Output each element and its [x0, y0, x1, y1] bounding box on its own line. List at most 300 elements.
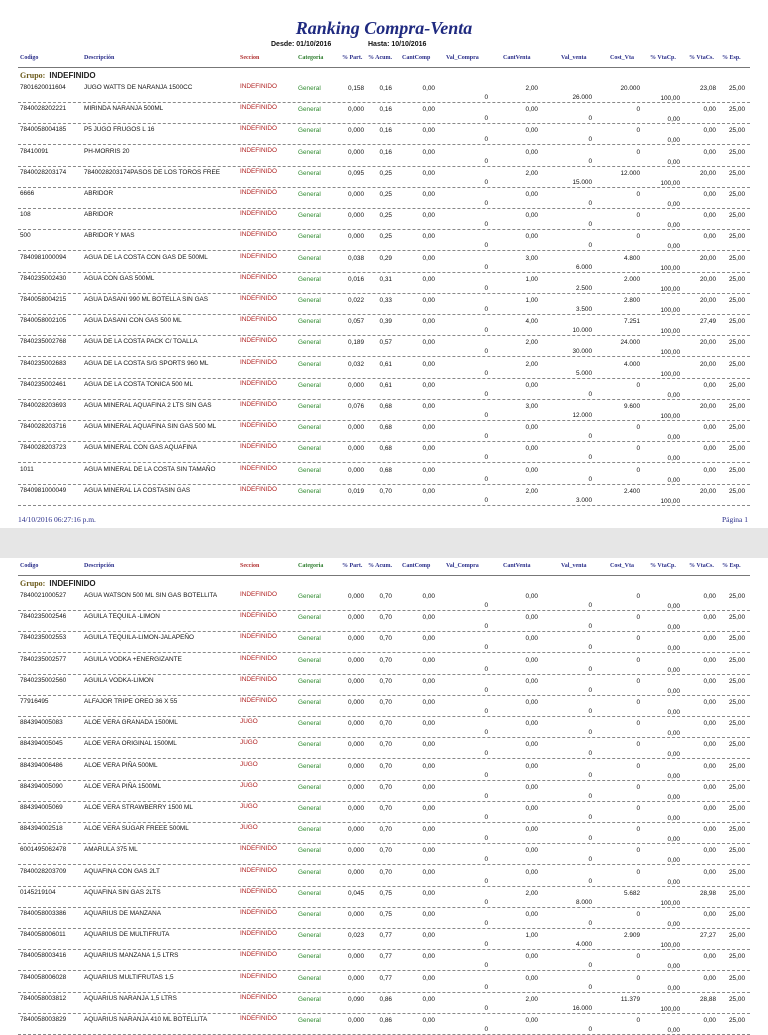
cell-categoria: General	[298, 911, 321, 918]
cell-valventa: 10.000	[572, 327, 592, 335]
cell-vtacs: 0,00	[703, 106, 716, 114]
cell-part: 0,057	[348, 318, 364, 326]
cell-valventa: 0	[588, 686, 592, 694]
cell-part: 0,000	[348, 593, 364, 600]
table-row	[18, 145, 750, 167]
cell-valcompra: 0	[484, 729, 488, 737]
cell-seccion: INDEFINIDO	[240, 485, 277, 493]
cell-descripcion: AGUA CON GAS 500ML	[84, 274, 155, 282]
cell-costvta: 0	[636, 974, 640, 982]
cell-seccion: INDEFINIDO	[240, 358, 277, 366]
cell-codigo: 6666	[20, 190, 35, 197]
cell-cantcomp: 0,00	[422, 677, 435, 685]
cell-valcompra: 0	[484, 920, 488, 927]
cell-vtacp: 0,00	[667, 836, 680, 844]
cell-vtacp: 0,00	[667, 645, 680, 653]
cell-descripcion: AQUARIUS NARANJA 410 ML BOTELLITA	[84, 1016, 208, 1023]
cell-valventa: 3.500	[576, 306, 592, 313]
cell-cantventa: 0,00	[525, 762, 538, 770]
cell-descripcion: PH-MORRIS 20	[84, 147, 130, 155]
cell-acum: 0,16	[379, 127, 392, 135]
cell-acum: 0,70	[379, 805, 392, 812]
cell-vtacp: 100,00	[660, 264, 680, 272]
cell-valventa: 0	[588, 136, 592, 144]
cell-acum: 0,70	[379, 741, 392, 749]
cell-esp: 25,00	[729, 148, 745, 156]
cell-part: 0,000	[348, 868, 364, 876]
cell-vtacp: 0,00	[667, 666, 680, 674]
cell-cantcomp: 0,00	[422, 656, 435, 664]
col-valcompra: Val_Compra	[446, 55, 479, 61]
cell-descripcion: AGUA DE LA COSTA TONICA 500 ML	[84, 380, 194, 388]
cell-descripcion: JUGO WATTS DE NARANJA 1500CC	[84, 84, 193, 91]
cell-part: 0,000	[348, 148, 364, 156]
cell-valventa: 16.000	[572, 1004, 592, 1012]
cell-valcompra: 0	[484, 242, 488, 250]
cell-cantventa: 0,00	[525, 593, 538, 600]
cell-part: 0,000	[348, 445, 364, 453]
cell-seccion: INDEFINIDO	[240, 697, 277, 704]
cell-valventa: 0	[588, 792, 592, 800]
cell-esp: 25,00	[729, 635, 745, 643]
cell-part: 0,000	[348, 106, 364, 114]
cell-descripcion: AGUA WATSON 500 ML SIN GAS BOTELLITA	[84, 592, 218, 599]
cell-part: 0,000	[348, 191, 364, 198]
col-categoria: Categoria	[298, 563, 324, 569]
cell-vtacs: 0,00	[703, 593, 716, 600]
cell-valcompra: 0	[484, 454, 488, 462]
cell-acum: 0,57	[379, 339, 392, 347]
cell-codigo: 7840028203693	[20, 402, 67, 409]
cell-vtacp: 100,00	[660, 349, 680, 357]
cell-categoria: General	[298, 932, 321, 940]
cell-cantcomp: 0,00	[422, 233, 435, 241]
cell-costvta: 0	[636, 424, 640, 432]
col-codigo: Codigo	[20, 563, 39, 569]
cell-acum: 0,68	[379, 424, 392, 432]
cell-cantcomp: 0,00	[422, 381, 435, 389]
cell-acum: 0,86	[379, 995, 392, 1003]
cell-valventa: 0	[588, 665, 592, 673]
cell-valventa: 6.000	[576, 263, 592, 271]
cell-codigo: 7840235002546	[20, 613, 67, 621]
cell-codigo: 7840028203709	[20, 867, 67, 875]
cell-esp: 25,00	[729, 445, 745, 453]
cell-cantcomp: 0,00	[422, 445, 435, 453]
cell-valcompra: 0	[484, 496, 488, 504]
cell-costvta: 9.600	[624, 403, 640, 410]
col-costvta: Cost_Vta	[610, 55, 634, 61]
cell-esp: 25,00	[729, 1017, 745, 1024]
cell-costvta: 0	[636, 212, 640, 220]
cell-part: 0,016	[348, 275, 364, 283]
report-page-2	[0, 558, 768, 1034]
cell-acum: 0,25	[379, 233, 392, 241]
cell-cantventa: 0,00	[525, 974, 538, 982]
cell-costvta: 7.251	[624, 318, 640, 326]
cell-part: 0,000	[348, 424, 364, 432]
cell-cantventa: 0,00	[525, 1017, 538, 1024]
cell-vtacp: 100,00	[660, 370, 680, 378]
cell-costvta: 0	[636, 148, 640, 156]
cell-part: 0,000	[348, 233, 364, 241]
cell-cantventa: 2,00	[525, 889, 538, 897]
cell-cantcomp: 0,00	[422, 297, 435, 304]
cell-categoria: General	[298, 826, 321, 834]
cell-cantventa: 0,00	[525, 911, 538, 918]
cell-seccion: INDEFINIDO	[240, 887, 277, 895]
table-row	[18, 420, 750, 442]
cell-codigo: 884394005069	[20, 804, 63, 811]
cell-codigo: 1011	[20, 465, 34, 473]
table-row	[18, 971, 750, 993]
cell-descripcion: AGUA DASANI CON GAS 500 ML	[84, 317, 182, 325]
cell-esp: 25,00	[729, 191, 745, 198]
cell-descripcion: AGUILA VODKA-LIMON	[84, 676, 154, 684]
cell-costvta: 0	[636, 720, 640, 728]
cell-esp: 25,00	[729, 889, 745, 897]
cell-esp: 25,00	[729, 953, 745, 961]
cell-cantcomp: 0,00	[422, 466, 435, 474]
cell-codigo: 7840235002577	[20, 655, 67, 663]
cell-codigo: 7840058003416	[20, 952, 67, 960]
cell-vtacs: 0,00	[703, 783, 716, 791]
cell-costvta: 0	[636, 911, 640, 918]
cell-costvta: 0	[636, 762, 640, 770]
table-row	[18, 463, 750, 485]
table-row	[18, 610, 750, 632]
cell-seccion: INDEFINIDO	[240, 189, 277, 196]
table-row	[18, 123, 750, 145]
cell-esp: 25,00	[729, 995, 745, 1003]
cell-vtacp: 0,00	[667, 1027, 680, 1034]
cell-acum: 0,68	[379, 445, 392, 453]
cell-part: 0,000	[348, 677, 364, 685]
cell-cantventa: 0,00	[525, 466, 538, 474]
cell-seccion: INDEFINIDO	[240, 993, 277, 1001]
cell-descripcion: AGUILA TEQUILA-LIMON-JALAPEÑO	[84, 634, 194, 642]
table-row	[18, 229, 750, 251]
cell-acum: 0,70	[379, 487, 392, 495]
cell-part: 0,000	[348, 805, 364, 812]
cell-costvta: 0	[636, 699, 640, 706]
cell-cantventa: 0,00	[525, 783, 538, 791]
header-divider	[18, 67, 750, 68]
footer-timestamp: 14/10/2016 06:27:16 p.m.	[18, 515, 96, 524]
col-vtacp: % VtaCp.	[650, 55, 676, 61]
cell-acum: 0,70	[379, 847, 392, 855]
cell-categoria: General	[298, 699, 321, 706]
cell-costvta: 0	[636, 677, 640, 685]
group-label: Grupo:	[20, 579, 46, 588]
cell-part: 0,000	[348, 720, 364, 728]
cell-acum: 0,70	[379, 868, 392, 876]
group-heading	[20, 579, 96, 588]
table-row	[18, 716, 750, 738]
cell-cantcomp: 0,00	[422, 762, 435, 770]
cell-cantcomp: 0,00	[422, 635, 435, 643]
cell-categoria: General	[298, 593, 321, 600]
cell-descripcion: ABRIDOR Y MAS	[84, 232, 135, 240]
cell-part: 0,000	[348, 656, 364, 664]
cell-seccion: INDEFINIDO	[240, 909, 277, 916]
table-row	[18, 314, 750, 336]
cell-esp: 25,00	[729, 169, 745, 177]
cell-valcompra: 0	[484, 962, 488, 970]
cell-vtacp: 0,00	[667, 815, 680, 822]
cell-esp: 25,00	[729, 974, 745, 982]
cell-codigo: 7840058002105	[20, 317, 67, 325]
cell-acum: 0,61	[379, 381, 392, 389]
cell-vtacp: 0,00	[667, 793, 680, 801]
cell-cantventa: 0,00	[525, 212, 538, 220]
cell-seccion: JUGO	[240, 739, 258, 747]
cell-esp: 25,00	[729, 106, 745, 114]
cell-categoria: General	[298, 466, 321, 474]
cell-seccion: JUGO	[240, 781, 258, 789]
cell-valcompra: 0	[484, 390, 488, 398]
cell-cantventa: 4,00	[525, 318, 538, 326]
cell-seccion: INDEFINIDO	[240, 167, 277, 175]
cell-descripcion: AGUILA TEQUILA -LIMON	[84, 613, 160, 621]
cell-esp: 25,00	[729, 233, 745, 241]
cell-vtacp: 0,00	[667, 243, 680, 251]
cell-vtacp: 0,00	[667, 963, 680, 971]
cell-costvta: 2.000	[624, 275, 640, 283]
cell-categoria: General	[298, 360, 321, 368]
col-acum: % Acum.	[368, 563, 392, 569]
cell-acum: 0,16	[379, 106, 392, 114]
cell-categoria: General	[298, 889, 321, 897]
table-row	[18, 843, 750, 865]
table-row	[18, 949, 750, 971]
cell-costvta: 0	[636, 593, 640, 600]
col-valventa: Val_venta	[561, 563, 587, 569]
cell-part: 0,000	[348, 974, 364, 982]
cell-codigo: 108	[20, 211, 31, 219]
cell-esp: 25,00	[729, 826, 745, 834]
cell-cantcomp: 0,00	[422, 699, 435, 706]
cell-cantcomp: 0,00	[422, 847, 435, 855]
cell-vtacp: 0,00	[667, 921, 680, 928]
cell-vtacs: 0,00	[703, 974, 716, 982]
cell-cantventa: 0,00	[525, 635, 538, 643]
cell-descripcion: AQUAFINA CON GAS 2LT	[84, 867, 160, 875]
cell-descripcion: AMARULA 375 ML	[84, 846, 138, 854]
cell-costvta: 0	[636, 381, 640, 389]
cell-cantcomp: 0,00	[422, 360, 435, 368]
table-row	[18, 251, 750, 273]
cell-vtacp: 0,00	[667, 857, 680, 865]
cell-categoria: General	[298, 614, 321, 622]
cell-seccion: INDEFINIDO	[240, 654, 277, 662]
cell-seccion: INDEFINIDO	[240, 146, 277, 154]
cell-vtacs: 27,49	[700, 318, 716, 326]
col-part: % Part.	[342, 563, 363, 569]
cell-categoria: General	[298, 403, 321, 410]
col-valventa: Val_venta	[561, 55, 587, 61]
cell-costvta: 2.400	[624, 487, 640, 495]
cell-esp: 25,00	[729, 911, 745, 918]
cell-esp: 25,00	[729, 762, 745, 770]
cell-cantcomp: 0,00	[422, 339, 435, 347]
cell-vtacs: 28,88	[700, 995, 716, 1003]
cell-costvta: 0	[636, 656, 640, 664]
cell-cantcomp: 0,00	[422, 487, 435, 495]
cell-cantcomp: 0,00	[422, 805, 435, 812]
cell-acum: 0,70	[379, 656, 392, 664]
cell-cantventa: 0,00	[525, 424, 538, 432]
cell-vtacs: 0,00	[703, 677, 716, 685]
cell-cantventa: 3,00	[525, 254, 538, 262]
cell-codigo: 6001495062478	[20, 846, 67, 854]
cell-categoria: General	[298, 677, 321, 685]
cell-seccion: INDEFINIDO	[240, 951, 277, 959]
cell-vtacs: 0,00	[703, 847, 716, 855]
header-divider	[18, 575, 750, 576]
col-categoria: Categoria	[298, 55, 324, 61]
cell-part: 0,000	[348, 1017, 364, 1024]
cell-cantcomp: 0,00	[422, 783, 435, 791]
cell-part: 0,038	[348, 254, 364, 262]
cell-cantcomp: 0,00	[422, 191, 435, 198]
cell-codigo: 884394005090	[20, 782, 63, 790]
col-esp: % Esp.	[722, 55, 741, 61]
cell-vtacp: 0,00	[667, 772, 680, 780]
cell-part: 0,000	[348, 783, 364, 791]
cell-cantcomp: 0,00	[422, 85, 435, 92]
cell-cantventa: 2,00	[525, 995, 538, 1003]
cell-part: 0,000	[348, 847, 364, 855]
cell-costvta: 0	[636, 805, 640, 812]
cell-seccion: INDEFINIDO	[240, 401, 277, 408]
cell-cantcomp: 0,00	[422, 318, 435, 326]
cell-acum: 0,70	[379, 762, 392, 770]
cell-vtacs: 20,00	[700, 360, 716, 368]
cell-acum: 0,70	[379, 635, 392, 643]
cell-part: 0,000	[348, 741, 364, 749]
cell-part: 0,000	[348, 614, 364, 622]
cell-codigo: 7840235002768	[20, 338, 67, 346]
cell-valventa: 0	[588, 221, 592, 229]
cell-part: 0,189	[348, 339, 364, 347]
cell-cantcomp: 0,00	[422, 212, 435, 220]
cell-valventa: 8.000	[576, 898, 592, 906]
cell-part: 0,000	[348, 953, 364, 961]
cell-valcompra: 0	[484, 983, 488, 991]
col-seccion: Seccion	[240, 55, 260, 61]
table-row	[18, 907, 750, 929]
cell-categoria: General	[298, 656, 321, 664]
cell-valventa: 4.000	[576, 941, 592, 949]
table-row	[18, 695, 750, 717]
cell-codigo: 7840028202221	[20, 105, 67, 113]
cell-vtacs: 0,00	[703, 424, 716, 432]
cell-vtacp: 100,00	[660, 95, 680, 102]
cell-esp: 25,00	[729, 85, 745, 92]
cell-valventa: 0	[588, 1026, 592, 1033]
cell-cantcomp: 0,00	[422, 868, 435, 876]
cell-esp: 25,00	[729, 318, 745, 326]
cell-esp: 25,00	[729, 487, 745, 495]
cell-codigo: 7840058003829	[20, 1016, 67, 1023]
cell-acum: 0,70	[379, 783, 392, 791]
cell-valventa: 15.000	[572, 178, 592, 186]
cell-part: 0,095	[348, 169, 364, 177]
cell-costvta: 0	[636, 826, 640, 834]
table-row	[18, 166, 750, 188]
cell-acum: 0,70	[379, 699, 392, 706]
cell-vtacp: 100,00	[660, 328, 680, 336]
table-row	[18, 335, 750, 357]
cell-cantcomp: 0,00	[422, 720, 435, 728]
cell-seccion: INDEFINIDO	[240, 125, 277, 133]
cell-cantcomp: 0,00	[422, 169, 435, 177]
cell-categoria: General	[298, 995, 321, 1003]
cell-seccion: INDEFINIDO	[240, 675, 277, 683]
cell-descripcion: AGUA MINERAL DE LA COSTA SIN TAMAÑO	[84, 465, 216, 473]
cell-cantventa: 0,00	[525, 191, 538, 198]
cell-cantventa: 0,00	[525, 805, 538, 812]
col-vtacs: % VtaCs.	[689, 563, 714, 569]
cell-seccion: INDEFINIDO	[240, 422, 277, 430]
cell-seccion: INDEFINIDO	[240, 379, 277, 387]
cell-costvta: 11.379	[620, 995, 640, 1003]
cell-cantcomp: 0,00	[422, 254, 435, 262]
cell-categoria: General	[298, 148, 321, 156]
column-header	[0, 55, 768, 65]
cell-descripcion: AGUA DASANI 990 ML BOTELLA SIN GAS	[84, 296, 209, 303]
cell-cantcomp: 0,00	[422, 403, 435, 410]
cell-costvta: 0	[636, 466, 640, 474]
date-to: Hasta: 10/10/2016	[368, 41, 427, 48]
cell-valcompra: 0	[484, 686, 488, 694]
cell-vtacs: 0,00	[703, 381, 716, 389]
cell-seccion: INDEFINIDO	[240, 83, 277, 90]
cell-codigo: 7840021000527	[20, 592, 67, 599]
cell-vtacp: 100,00	[660, 497, 680, 505]
table-row	[18, 357, 750, 379]
cell-part: 0,022	[348, 297, 364, 304]
cell-valcompra: 0	[484, 877, 488, 885]
cell-cantventa: 2,00	[525, 169, 538, 177]
cell-codigo: 7840981000049	[20, 486, 67, 494]
cell-cantventa: 0,00	[525, 868, 538, 876]
cell-costvta: 0	[636, 191, 640, 198]
cell-acum: 0,77	[379, 974, 392, 982]
cell-esp: 25,00	[729, 847, 745, 855]
cell-vtacs: 27,27	[700, 932, 716, 940]
cell-acum: 0,70	[379, 826, 392, 834]
cell-cantcomp: 0,00	[422, 106, 435, 114]
cell-categoria: General	[298, 233, 321, 241]
cell-categoria: General	[298, 212, 321, 220]
cell-valventa: 0	[588, 962, 592, 970]
cell-cantventa: 0,00	[525, 233, 538, 241]
cell-esp: 25,00	[729, 254, 745, 262]
cell-vtacs: 0,00	[703, 741, 716, 749]
cell-costvta: 4.000	[624, 360, 640, 368]
cell-valventa: 0	[588, 920, 592, 927]
cell-esp: 25,00	[729, 127, 745, 135]
cell-cantventa: 0,00	[525, 677, 538, 685]
cell-categoria: General	[298, 127, 321, 135]
cell-codigo: 0145219104	[20, 888, 56, 896]
cell-codigo: 500	[20, 232, 31, 240]
cell-costvta: 12.000	[620, 169, 640, 177]
table-row	[18, 208, 750, 230]
cell-valcompra: 0	[484, 835, 488, 843]
